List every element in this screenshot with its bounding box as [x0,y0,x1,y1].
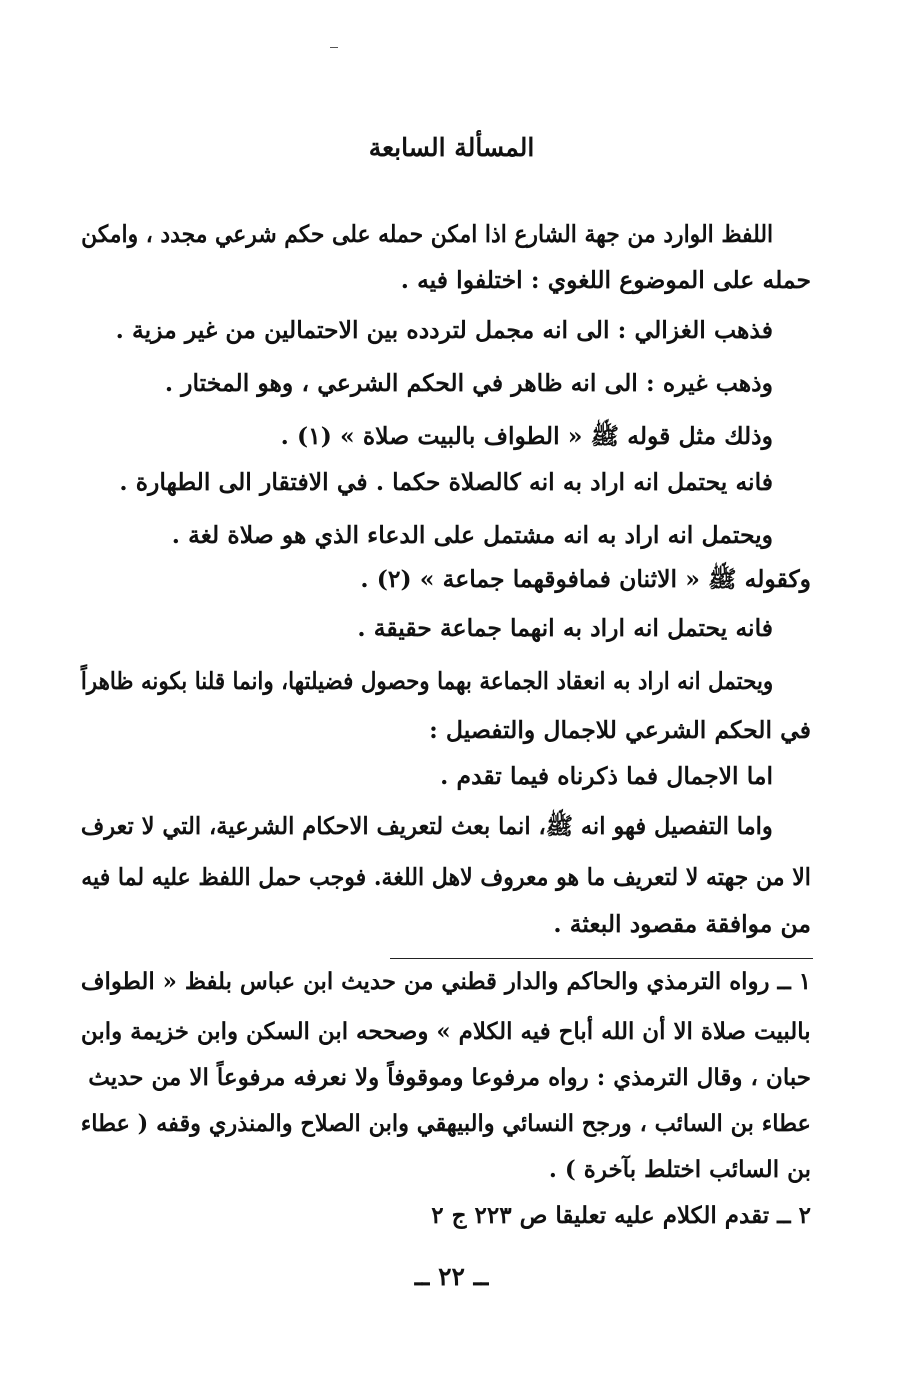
page-number: ــ ٢٢ ــ [414,1262,489,1291]
text-line: من موافقة مقصود البعثة . [553,910,811,938]
text-line: اللفظ الوارد من جهة الشارع اذا امكن حمله على حكم شرعي مجدد ، وامكن [80,220,773,248]
text-line: في الحكم الشرعي للاجمال والتفصيل : [429,716,811,744]
text-line: واما التفصيل فهو انه ﷺ، انما بعث لتعريف الاحكام الشرعية، التي لا تعرف [81,812,773,840]
text-line: حمله على الموضوع اللغوي : اختلفوا فيه . [400,266,811,294]
footnote-line: ١ ــ رواه الترمذي والحاكم والدار قطني من حديث ابن عباس بلفظ « الطواف [80,968,811,995]
text-line: اما الاجمال فما ذكرناه فيما تقدم . [440,762,773,790]
footnote-line: ٢ ــ تقدم الكلام عليه تعليقا ص ٢٢٣ ج ٢ [431,1202,811,1229]
footnote-divider [390,958,813,959]
text-line: فانه يحتمل انه اراد به انهما جماعة حقيقة . [357,614,773,642]
text-line: الا من جهته لا لتعريف ما هو معروف لاهل اللغة. فوجب حمل اللفظ عليه لما فيه [81,863,811,891]
text-line: ويحتمل انه اراد به انعقاد الجماعة بهما وحصول فضيلتها، وانما قلنا بكونه ظاهراً [80,667,773,695]
footnote-line: عطاء بن السائب ، ورجح النسائي والبيهقي وابن الصلاح والمنذري وقفه ( عطاء [80,1110,811,1137]
text-line: وكقوله ﷺ « الاثنان فمافوقهما جماعة » (٢) . [360,565,811,593]
text-line: ويحتمل انه اراد به انه مشتمل على الدعاء الذي هو صلاة لغة . [171,521,773,549]
section-heading: المسألة السابعة [368,133,535,162]
text-line: فذهب الغزالي : الى انه مجمل لتردده بين الاحتمالين من غير مزية . [115,316,773,344]
scan-mark [330,47,338,48]
text-line: وذهب غيره : الى انه ظاهر في الحكم الشرعي ، وهو المختار . [164,369,773,397]
footnote-line: حبان ، وقال الترمذي : رواه مرفوعا وموقوفاً ولا نعرفه مرفوعاً الا من حديث [88,1064,811,1091]
text-line: فانه يحتمل انه اراد به انه كالصلاة حكما . في الافتقار الى الطهارة . [119,468,773,496]
text-line: وذلك مثل قوله ﷺ « الطواف بالبيت صلاة » (١) . [280,422,773,450]
footnote-line: بن السائب اختلط بآخرة ) . [548,1156,811,1183]
footnote-line: بالبيت صلاة الا أن الله أباح فيه الكلام » وصححه ابن السكن وابن خزيمة وابن [81,1018,811,1045]
